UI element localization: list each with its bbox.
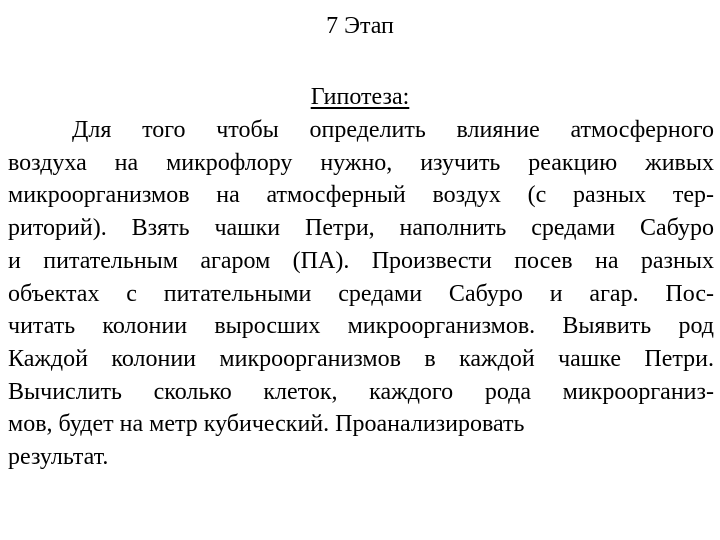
text-line: объектах с питательными средами Сабуро и агар. Пос- xyxy=(8,280,714,307)
text-line: результат. xyxy=(8,444,109,471)
text-line: читать колонии выросших микроорганизмов. Выявить род xyxy=(8,313,714,340)
text-line: микроорганизмов на атмосферный воздух (с разных тер- xyxy=(8,182,714,209)
text-line: риторий). Взять чашки Петри, наполнить средами Сабуро xyxy=(8,215,714,242)
hypothesis-text xyxy=(8,114,714,474)
text-line: Вычислить сколько клеток, каждого рода микроорганиз- xyxy=(8,378,714,405)
text-line: воздуха на микрофлору нужно, изучить реакцию живых xyxy=(8,149,714,176)
hypothesis-heading: Гипотеза: xyxy=(310,84,410,110)
text-line: и питательным агаром (ПА). Произвести посев на разных xyxy=(8,247,714,274)
text-line: Для того чтобы определить влияние атмосферного xyxy=(72,117,714,143)
text-line: Каждой колонии микроорганизмов в каждой чашке Петри. xyxy=(8,345,714,372)
slide-title: 7 Этап xyxy=(326,13,394,39)
text-line: мов, будет на метр кубический. Проанализировать xyxy=(8,411,525,438)
